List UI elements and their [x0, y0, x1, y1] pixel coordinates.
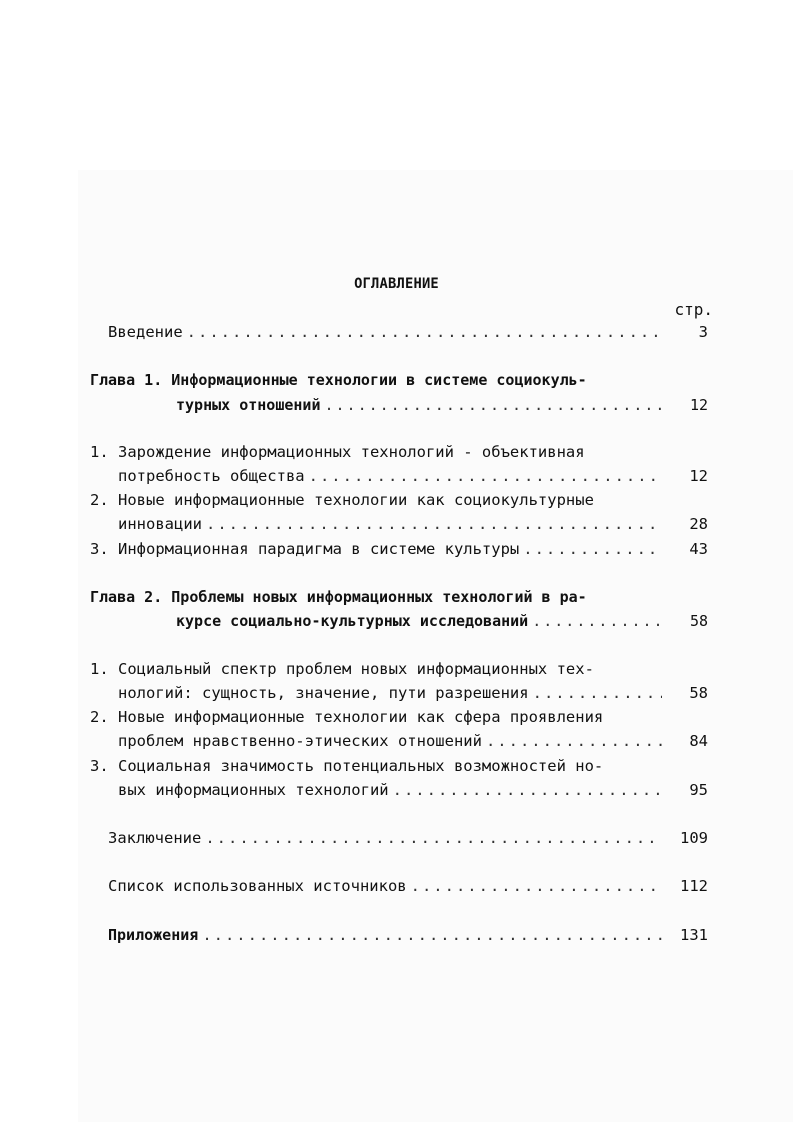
toc-entry-text: нологий: сущность, значение, пути разрешения: [118, 684, 529, 702]
toc-page-number: 84: [689, 732, 708, 750]
leader-dots: [205, 827, 662, 849]
toc-entry-text: Приложения: [108, 926, 199, 944]
toc-entry-text: 3. Информационная парадигма в системе культуры: [90, 540, 520, 558]
toc-page-number: 131: [680, 926, 708, 944]
section-1-1-line1[interactable]: 1. Зарождение информационных технологий - объективная: [90, 443, 585, 461]
toc-entry-section-1-3[interactable]: [90, 538, 708, 560]
toc-entry-intro[interactable]: [108, 321, 708, 343]
toc-entry-section-1-2[interactable]: [118, 513, 708, 535]
chapter-2-heading-line1[interactable]: Глава 2. Проблемы новых информационных технологий в ра-: [90, 588, 587, 606]
section-1-2-line1[interactable]: 2. Новые информационные технологии как социокультурные: [90, 491, 594, 509]
toc-entry-section-2-3[interactable]: [118, 779, 708, 801]
toc-page-number: 95: [689, 781, 708, 799]
toc-entry-appendix[interactable]: [108, 924, 708, 946]
leader-dots: [309, 465, 662, 487]
toc-page-number: 12: [689, 396, 708, 414]
toc-page-number: 112: [680, 877, 708, 895]
leader-dots: [533, 682, 662, 704]
toc-page-number: 109: [680, 829, 708, 847]
toc-page-number: 12: [689, 467, 708, 485]
toc-entry-sources[interactable]: [108, 875, 708, 897]
toc-entry-text: Список использованных источников: [108, 877, 407, 895]
toc-entry-section-2-2[interactable]: [118, 730, 708, 752]
toc-entry-text: потребность общества: [118, 467, 305, 485]
page-column-label: стр.: [674, 300, 713, 319]
toc-entry-chapter-2[interactable]: [176, 610, 708, 632]
toc-title: ОГЛАВЛЕНИЕ: [354, 276, 439, 292]
toc-page-number: 3: [698, 323, 708, 341]
toc-entry-section-1-1[interactable]: [118, 465, 708, 487]
leader-dots: [187, 321, 662, 343]
toc-entry-text: курсе социально-культурных исследований: [176, 612, 529, 630]
section-2-3-line1[interactable]: 3. Социальная значимость потенциальных возможностей но-: [90, 757, 604, 775]
leader-dots: [325, 394, 663, 416]
leader-dots: [532, 610, 662, 632]
section-2-2-line1[interactable]: 2. Новые информационные технологии как сфера проявления: [90, 708, 604, 726]
toc-page-number: 28: [689, 515, 708, 533]
leader-dots: [411, 875, 662, 897]
leader-dots: [523, 538, 662, 560]
toc-entry-text: турных отношений: [176, 396, 321, 414]
toc-entry-text: Введение: [108, 323, 183, 341]
toc-entry-text: вых информационных технологий: [118, 781, 389, 799]
leader-dots: [393, 779, 662, 801]
leader-dots: [486, 730, 662, 752]
toc-entry-section-2-1[interactable]: [118, 682, 708, 704]
toc-page-number: 58: [689, 684, 708, 702]
toc-entry-chapter-1[interactable]: [176, 394, 708, 416]
chapter-1-heading-line1[interactable]: Глава 1. Информационные технологии в системе социокуль-: [90, 371, 587, 389]
leader-dots: [202, 924, 662, 946]
toc-entry-text: инновации: [118, 515, 202, 533]
toc-entry-conclusion[interactable]: [108, 827, 708, 849]
toc-entry-text: проблем нравственно-этических отношений: [118, 732, 482, 750]
leader-dots: [206, 513, 662, 535]
toc-entry-text: Заключение: [108, 829, 202, 847]
section-2-1-line1[interactable]: 1. Социальный спектр проблем новых информационных тех-: [90, 660, 594, 678]
toc-page-number: 58: [689, 612, 708, 630]
toc-page-number: 43: [689, 540, 708, 558]
